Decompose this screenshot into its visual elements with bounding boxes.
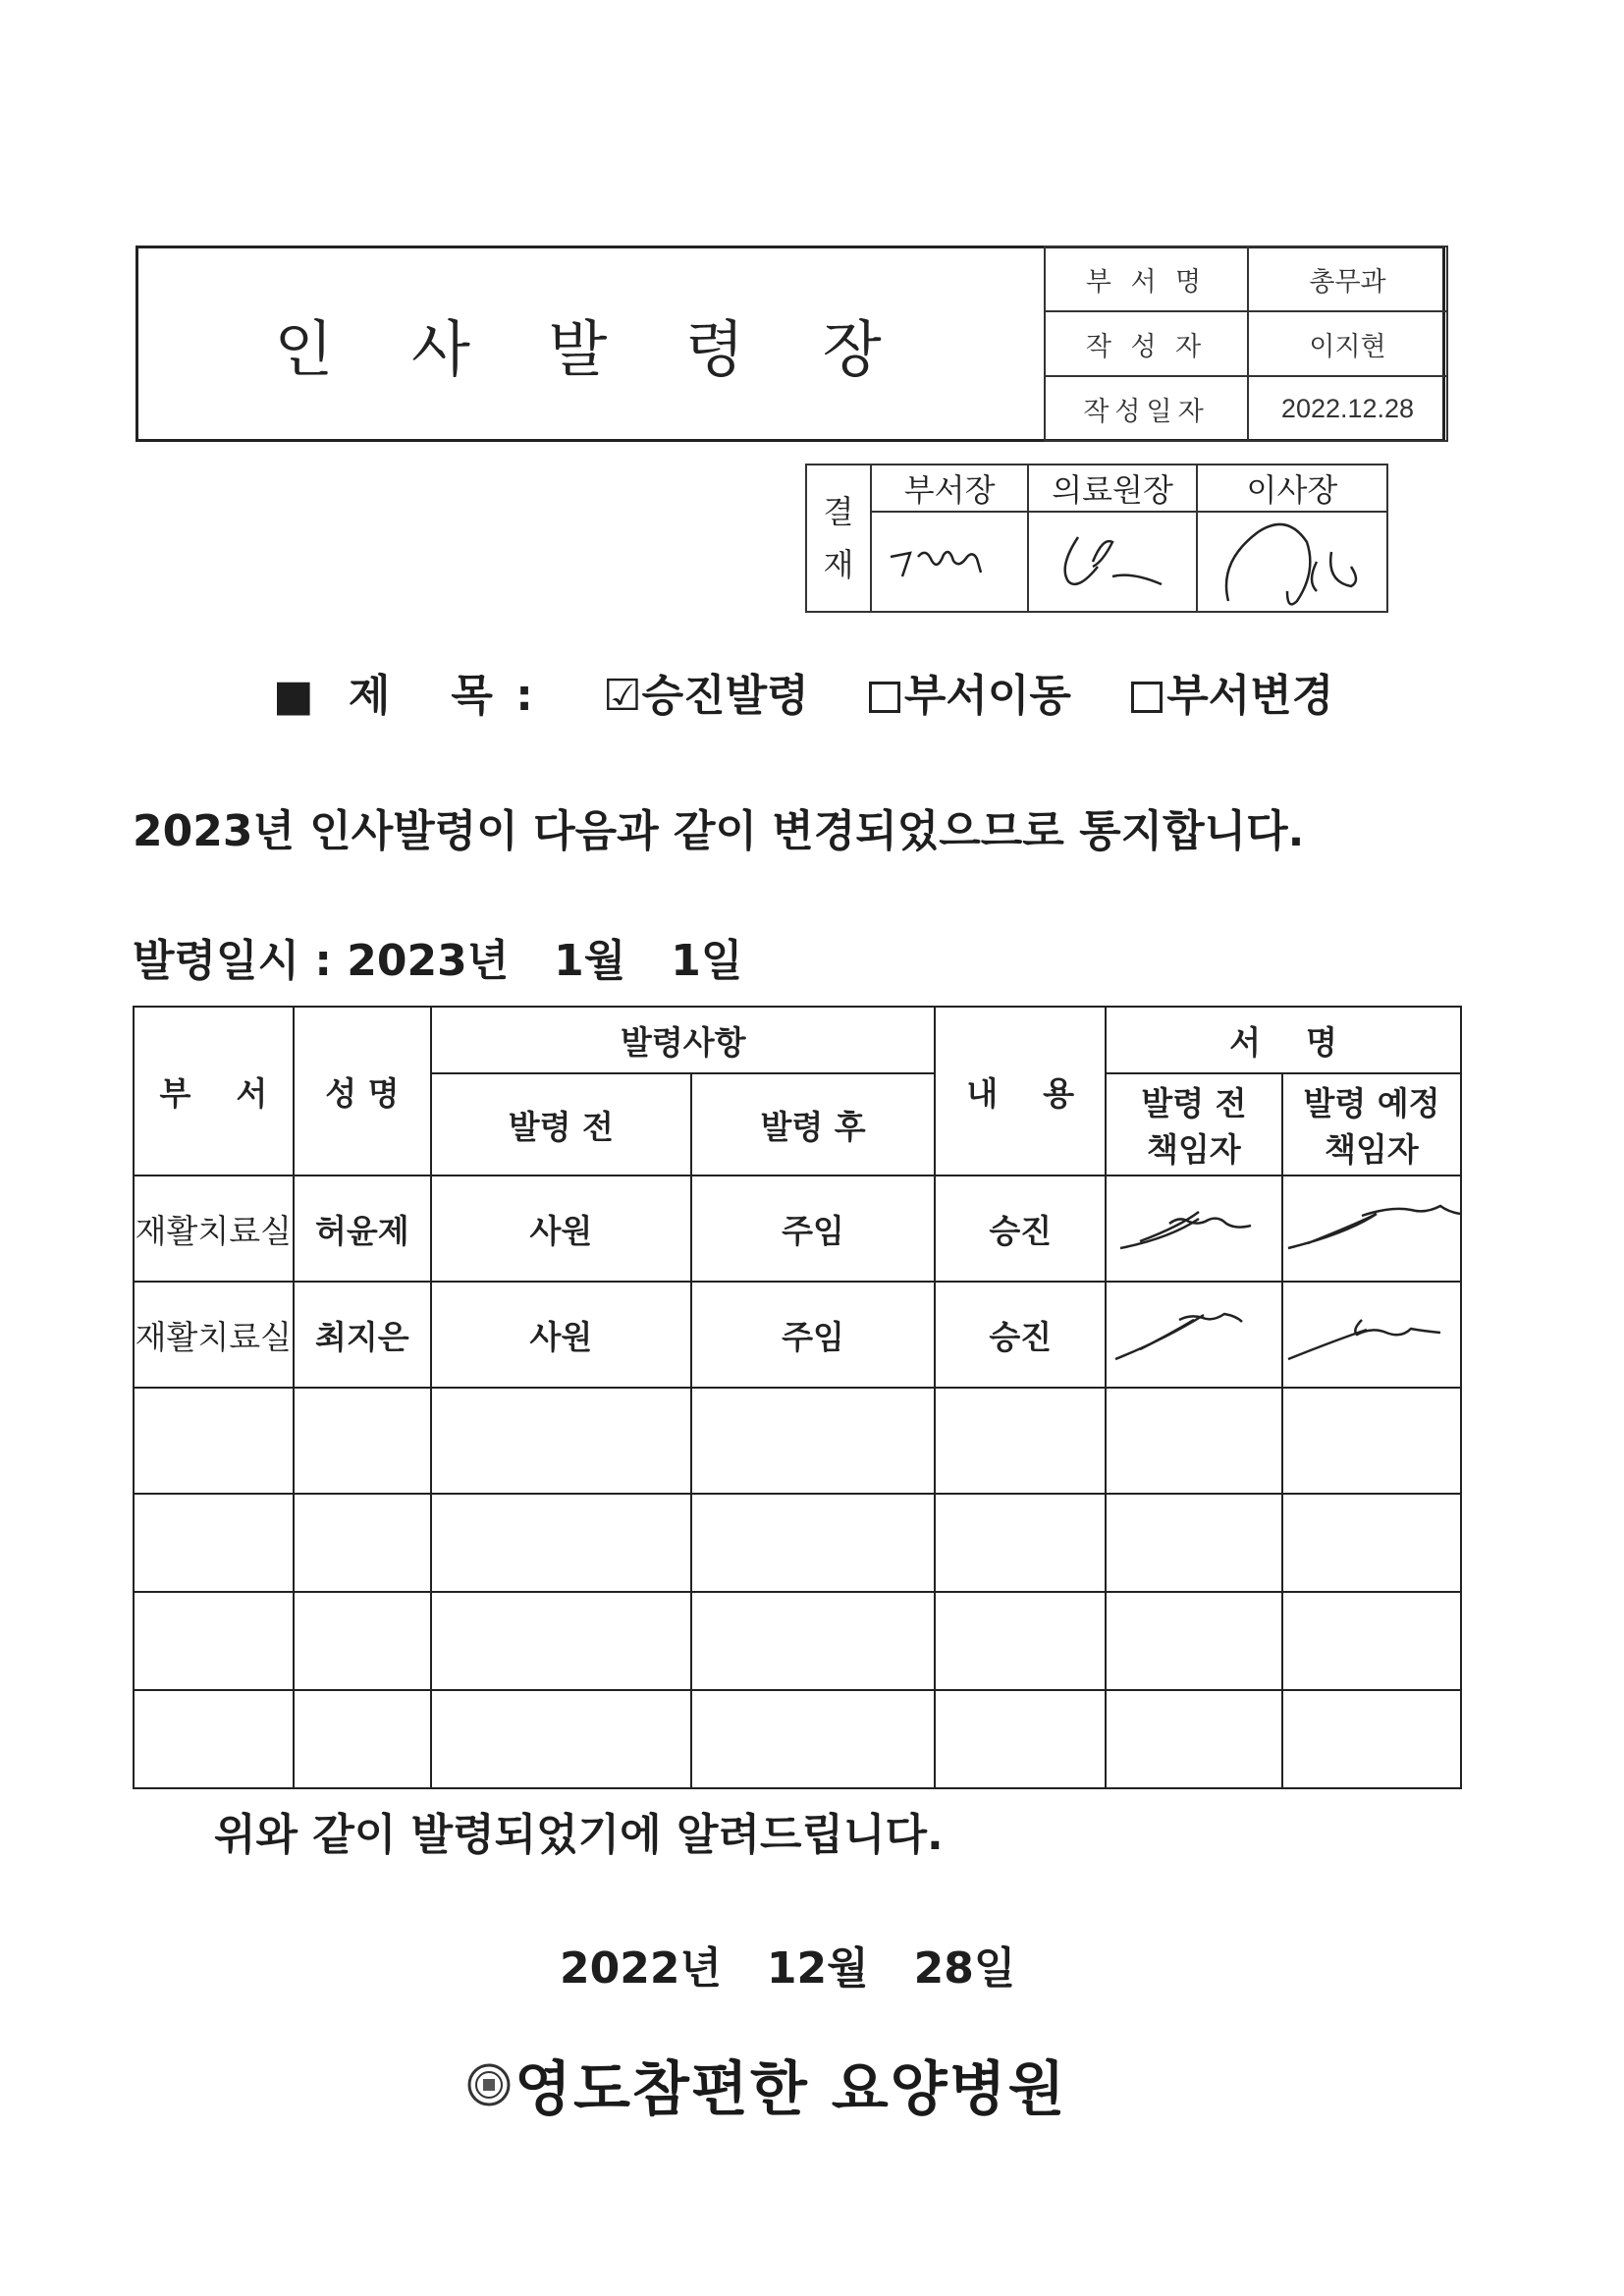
row-dept: 재활치료실: [134, 1175, 294, 1282]
row-sign-before: [1106, 1282, 1282, 1388]
signature-icon: [1283, 1194, 1460, 1263]
signature-icon: [1209, 513, 1376, 611]
notice-text: 2023년 인사발령이 다음과 같이 변경되었으므로 통지합니다.: [133, 806, 1305, 856]
subject-option-promotion[interactable]: [603, 671, 824, 721]
row-content: 승진: [935, 1175, 1106, 1282]
table-row: [134, 1175, 1461, 1282]
subject-option-label: 부서변경: [1166, 671, 1334, 721]
checkbox-checked-icon: ☑: [603, 671, 642, 721]
signature-icon: [881, 527, 1018, 596]
row-dept: 재활치료실: [134, 1282, 294, 1388]
row-sign-before: [1106, 1175, 1282, 1282]
meta-value: 총무과: [1248, 246, 1447, 311]
hospital-name: 영도참편한 요양병원: [514, 2055, 1067, 2124]
meta-value: 이지현: [1248, 311, 1447, 376]
header-dept: 부 서: [134, 1007, 294, 1175]
signature-icon: [1110, 1194, 1277, 1263]
row-after: 주임: [691, 1175, 936, 1282]
approval-role: 이사장: [1197, 465, 1387, 512]
header-sign-after-line2: 책임자: [1325, 1130, 1419, 1169]
personnel-table: [133, 1006, 1462, 1789]
header-sign-after-line1: 발령 예정: [1303, 1084, 1440, 1122]
table-row-empty: [134, 1388, 1461, 1494]
table-row-empty: [134, 1690, 1461, 1788]
row-before: 사원: [431, 1282, 691, 1388]
document-title: 인 사 발 령 장: [274, 312, 911, 385]
row-before: 사원: [431, 1175, 691, 1282]
table-row-empty: [134, 1494, 1461, 1592]
meta-label: 작성일자: [1045, 376, 1248, 441]
row-name: 최지은: [294, 1282, 431, 1388]
approval-signature-cell: [1197, 512, 1387, 612]
meta-label: 작 성 자: [1045, 311, 1248, 376]
row-after: 주임: [691, 1282, 936, 1388]
approval-side-label-2: 재: [823, 546, 854, 583]
approval-role: 의료원장: [1028, 465, 1197, 512]
subject-marker: ■: [273, 671, 314, 721]
signature-icon: [1110, 1295, 1277, 1374]
header-sign-after: [1282, 1073, 1461, 1175]
hospital-seal-icon: [467, 2063, 511, 2106]
checkbox-icon: [869, 682, 900, 713]
subject-line: [273, 660, 1333, 723]
header-order: 발령사항: [431, 1007, 935, 1073]
row-sign-after: [1282, 1175, 1461, 1282]
checkbox-icon: [1131, 682, 1163, 713]
row-content: 승진: [935, 1282, 1106, 1388]
subject-label: 제 목 :: [348, 671, 537, 721]
approval-signature-cell: [1028, 512, 1197, 612]
meta-row: [1045, 311, 1447, 376]
signature-icon: [1283, 1300, 1460, 1369]
table-row: [134, 1282, 1461, 1388]
header-before: 발령 전: [431, 1073, 691, 1175]
subject-option-label: 승진발령: [641, 671, 809, 721]
header-content: 내 용: [935, 1007, 1106, 1175]
approval-side-label: [806, 465, 871, 612]
approval-role: 부서장: [871, 465, 1028, 512]
subject-option-dept-change[interactable]: [1131, 671, 1333, 721]
header-sign-before-line2: 책임자: [1147, 1130, 1241, 1169]
hospital-signature: [467, 2043, 1067, 2127]
header-box: [135, 246, 1445, 442]
meta-row: [1045, 376, 1447, 441]
row-sign-after: [1282, 1282, 1461, 1388]
header-sign: 서 명: [1106, 1007, 1461, 1073]
approval-box: [805, 464, 1388, 613]
approval-signature-cell: [871, 512, 1028, 612]
row-name: 허윤제: [294, 1175, 431, 1282]
subject-option-dept-move[interactable]: [869, 671, 1086, 721]
header-sign-before-line1: 발령 전: [1141, 1084, 1247, 1122]
signature-icon: [1039, 522, 1186, 601]
issue-date: 2022년 12월 28일: [560, 1943, 1016, 1994]
meta-row: [1045, 246, 1447, 311]
subject-option-label: 부서이동: [903, 671, 1071, 721]
table-row-empty: [134, 1592, 1461, 1690]
header-sign-before: [1106, 1073, 1282, 1175]
effective-date: 발령일시 : 2023년 1월 1일: [133, 936, 743, 986]
meta-table: [1044, 246, 1448, 442]
meta-value: 2022.12.28: [1248, 376, 1447, 441]
meta-label: 부 서 명: [1045, 246, 1248, 311]
header-after: 발령 후: [691, 1073, 936, 1175]
approval-side-label-1: 결: [823, 493, 854, 530]
closing-text: 위와 같이 발령되었기에 알려드립니다.: [214, 1810, 944, 1860]
header-name: 성 명: [294, 1007, 431, 1175]
